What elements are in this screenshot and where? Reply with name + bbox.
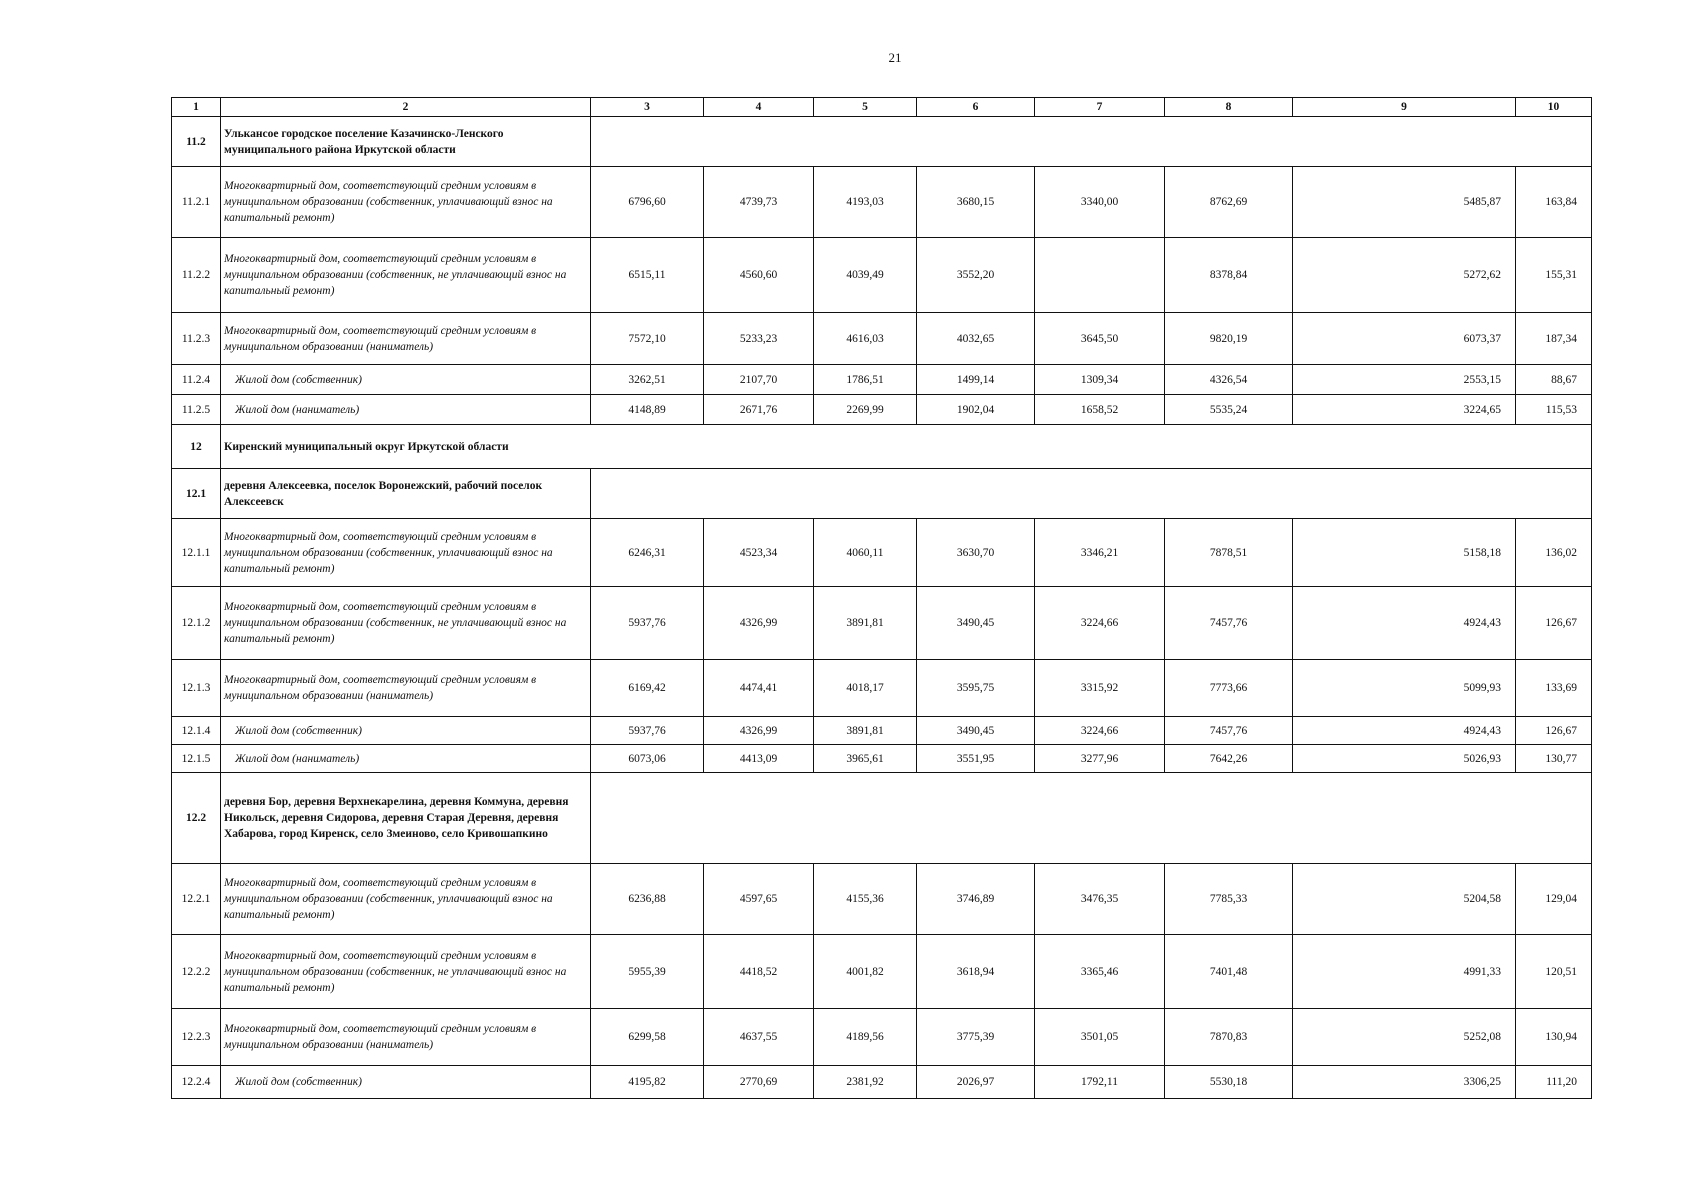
value-cell: 2770,69 [704, 1066, 814, 1099]
value-cell: 4018,17 [814, 660, 917, 717]
column-header: 9 [1293, 98, 1516, 117]
value-cell: 9820,19 [1165, 313, 1293, 365]
column-header: 10 [1516, 98, 1592, 117]
value-cell: 3306,25 [1293, 1066, 1516, 1099]
value-cell: 6515,11 [591, 238, 704, 313]
value-cell: 2269,99 [814, 395, 917, 425]
column-header: 7 [1035, 98, 1165, 117]
value-cell: 1658,52 [1035, 395, 1165, 425]
housing-type-label: Жилой дом (собственник) [221, 365, 591, 395]
row-number: 11.2.4 [172, 365, 221, 395]
value-cell: 3224,65 [1293, 395, 1516, 425]
row-number: 12.1.4 [172, 717, 221, 745]
value-cell: 6169,42 [591, 660, 704, 717]
column-header: 6 [917, 98, 1035, 117]
table-row [172, 519, 1592, 587]
value-cell: 4039,49 [814, 238, 917, 313]
value-cell: 7870,83 [1165, 1009, 1293, 1066]
value-cell: 5530,18 [1165, 1066, 1293, 1099]
table-row [172, 238, 1592, 313]
value-cell: 3746,89 [917, 864, 1035, 935]
value-cell: 3552,20 [917, 238, 1035, 313]
table-row [172, 660, 1592, 717]
value-cell: 4523,34 [704, 519, 814, 587]
value-cell: 3630,70 [917, 519, 1035, 587]
column-header: 1 [172, 98, 221, 117]
column-header: 5 [814, 98, 917, 117]
column-number-header-row [172, 98, 1592, 117]
row-number: 12.1.1 [172, 519, 221, 587]
housing-type-label: Многоквартирный дом, соответствующий средним условиям в муниципальном образовании (собственник, уплачивающий взнос на капитальный ремонт) [221, 167, 591, 238]
row-number: 11.2.2 [172, 238, 221, 313]
value-cell: 4326,54 [1165, 365, 1293, 395]
value-cell: 8762,69 [1165, 167, 1293, 238]
value-cell: 126,67 [1516, 587, 1592, 660]
value-cell: 4032,65 [917, 313, 1035, 365]
value-cell: 5937,76 [591, 587, 704, 660]
value-cell: 133,69 [1516, 660, 1592, 717]
value-cell: 111,20 [1516, 1066, 1592, 1099]
value-cell: 2671,76 [704, 395, 814, 425]
value-cell: 2107,70 [704, 365, 814, 395]
value-cell: 3340,00 [1035, 167, 1165, 238]
value-cell: 115,53 [1516, 395, 1592, 425]
row-number: 12.1.5 [172, 745, 221, 773]
value-cell: 7878,51 [1165, 519, 1293, 587]
value-cell: 3476,35 [1035, 864, 1165, 935]
value-cell: 6299,58 [591, 1009, 704, 1066]
value-cell: 4060,11 [814, 519, 917, 587]
section-row [172, 773, 1592, 864]
table-row [172, 1009, 1592, 1066]
value-cell: 130,94 [1516, 1009, 1592, 1066]
value-cell: 6073,37 [1293, 313, 1516, 365]
value-cell: 136,02 [1516, 519, 1592, 587]
value-cell: 2381,92 [814, 1066, 917, 1099]
value-cell: 88,67 [1516, 365, 1592, 395]
table-row [172, 935, 1592, 1009]
value-cell: 4148,89 [591, 395, 704, 425]
value-cell: 4924,43 [1293, 717, 1516, 745]
table-row [172, 395, 1592, 425]
section-row [172, 469, 1592, 519]
housing-type-label: Жилой дом (собственник) [221, 717, 591, 745]
housing-type-label: Многоквартирный дом, соответствующий средним условиям в муниципальном образовании (наниматель) [221, 313, 591, 365]
value-cell: 7401,48 [1165, 935, 1293, 1009]
value-cell: 6246,31 [591, 519, 704, 587]
table-row [172, 313, 1592, 365]
value-cell: 5233,23 [704, 313, 814, 365]
column-header: 8 [1165, 98, 1293, 117]
row-number: 12.2.3 [172, 1009, 221, 1066]
value-cell: 3490,45 [917, 587, 1035, 660]
value-cell: 3365,46 [1035, 935, 1165, 1009]
table-row [172, 717, 1592, 745]
value-cell: 4616,03 [814, 313, 917, 365]
section-title: Киренский муниципальный округ Иркутской области [221, 425, 1592, 469]
value-cell: 4474,41 [704, 660, 814, 717]
value-cell: 4637,55 [704, 1009, 814, 1066]
value-cell: 3618,94 [917, 935, 1035, 1009]
value-cell: 5535,24 [1165, 395, 1293, 425]
row-number: 12.1 [172, 469, 221, 519]
value-cell: 163,84 [1516, 167, 1592, 238]
value-cell: 1792,11 [1035, 1066, 1165, 1099]
housing-type-label: Многоквартирный дом, соответствующий средним условиям в муниципальном образовании (собственник, не уплачивающий взнос на капитальный ремонт) [221, 587, 591, 660]
value-cell: 7773,66 [1165, 660, 1293, 717]
value-cell: 3224,66 [1035, 717, 1165, 745]
housing-type-label: Многоквартирный дом, соответствующий средним условиям в муниципальном образовании (собственник, уплачивающий взнос на капитальный ремонт) [221, 864, 591, 935]
row-number: 12.1.3 [172, 660, 221, 717]
value-cell: 3315,92 [1035, 660, 1165, 717]
value-cell: 4193,03 [814, 167, 917, 238]
value-cell: 155,31 [1516, 238, 1592, 313]
value-cell: 3346,21 [1035, 519, 1165, 587]
value-cell: 1309,34 [1035, 365, 1165, 395]
value-cell: 4195,82 [591, 1066, 704, 1099]
value-cell: 6796,60 [591, 167, 704, 238]
row-number: 12.2.1 [172, 864, 221, 935]
value-cell: 3595,75 [917, 660, 1035, 717]
value-cell: 4991,33 [1293, 935, 1516, 1009]
value-cell: 187,34 [1516, 313, 1592, 365]
column-header: 2 [221, 98, 591, 117]
housing-type-label: Жилой дом (собственник) [221, 1066, 591, 1099]
value-cell: 7572,10 [591, 313, 704, 365]
page-number: 21 [888, 50, 902, 65]
row-number: 11.2 [172, 117, 221, 167]
value-cell: 5272,62 [1293, 238, 1516, 313]
column-header: 4 [704, 98, 814, 117]
value-cell: 3645,50 [1035, 313, 1165, 365]
value-cell: 5937,76 [591, 717, 704, 745]
value-cell: 2026,97 [917, 1066, 1035, 1099]
housing-type-label: Жилой дом (наниматель) [221, 395, 591, 425]
value-cell: 7785,33 [1165, 864, 1293, 935]
empty-cell [591, 469, 1592, 519]
section-title: деревня Алексеевка, поселок Воронежский, рабочий поселок Алексеевск [221, 469, 591, 519]
section-row [172, 117, 1592, 167]
value-cell: 4001,82 [814, 935, 917, 1009]
section-title: Улькансое городское поселение Казачинско-Ленского муниципального района Иркутской области [221, 117, 591, 167]
value-cell: 4739,73 [704, 167, 814, 238]
row-number: 12.2 [172, 773, 221, 864]
value-cell: 4326,99 [704, 587, 814, 660]
value-cell: 4189,56 [814, 1009, 917, 1066]
value-cell: 3551,95 [917, 745, 1035, 773]
value-cell: 3891,81 [814, 717, 917, 745]
value-cell: 6073,06 [591, 745, 704, 773]
value-cell: 5204,58 [1293, 864, 1516, 935]
row-number: 12.1.2 [172, 587, 221, 660]
value-cell: 5252,08 [1293, 1009, 1516, 1066]
row-number: 11.2.1 [172, 167, 221, 238]
table-row [172, 587, 1592, 660]
table-row [172, 1066, 1592, 1099]
housing-type-label: Многоквартирный дом, соответствующий средним условиям в муниципальном образовании (собственник, не уплачивающий взнос на капитальный ремонт) [221, 935, 591, 1009]
housing-type-label: Многоквартирный дом, соответствующий средним условиям в муниципальном образовании (собственник, не уплачивающий взнос на капитальный ремонт) [221, 238, 591, 313]
value-cell: 3262,51 [591, 365, 704, 395]
value-cell [1035, 238, 1165, 313]
value-cell: 6236,88 [591, 864, 704, 935]
value-cell: 8378,84 [1165, 238, 1293, 313]
row-number: 11.2.3 [172, 313, 221, 365]
value-cell: 3965,61 [814, 745, 917, 773]
tariff-table [171, 97, 1592, 1099]
housing-type-label: Многоквартирный дом, соответствующий средним условиям в муниципальном образовании (наниматель) [221, 660, 591, 717]
value-cell: 4560,60 [704, 238, 814, 313]
row-number: 11.2.5 [172, 395, 221, 425]
value-cell: 5955,39 [591, 935, 704, 1009]
value-cell: 1786,51 [814, 365, 917, 395]
column-header: 3 [591, 98, 704, 117]
value-cell: 3501,05 [1035, 1009, 1165, 1066]
value-cell: 5099,93 [1293, 660, 1516, 717]
value-cell: 7642,26 [1165, 745, 1293, 773]
value-cell: 130,77 [1516, 745, 1592, 773]
value-cell: 1499,14 [917, 365, 1035, 395]
value-cell: 4924,43 [1293, 587, 1516, 660]
value-cell: 4155,36 [814, 864, 917, 935]
empty-cell [591, 117, 1592, 167]
value-cell: 5158,18 [1293, 519, 1516, 587]
housing-type-label: Многоквартирный дом, соответствующий средним условиям в муниципальном образовании (наниматель) [221, 1009, 591, 1066]
housing-type-label: Жилой дом (наниматель) [221, 745, 591, 773]
district-row [172, 425, 1592, 469]
value-cell: 4413,09 [704, 745, 814, 773]
value-cell: 1902,04 [917, 395, 1035, 425]
table-row [172, 365, 1592, 395]
value-cell: 3277,96 [1035, 745, 1165, 773]
empty-cell [591, 773, 1592, 864]
value-cell: 3891,81 [814, 587, 917, 660]
value-cell: 7457,76 [1165, 587, 1293, 660]
value-cell: 3490,45 [917, 717, 1035, 745]
row-number: 12 [172, 425, 221, 469]
table-row [172, 745, 1592, 773]
value-cell: 3680,15 [917, 167, 1035, 238]
value-cell: 129,04 [1516, 864, 1592, 935]
value-cell: 5485,87 [1293, 167, 1516, 238]
value-cell: 5026,93 [1293, 745, 1516, 773]
table-row [172, 167, 1592, 238]
value-cell: 3775,39 [917, 1009, 1035, 1066]
housing-type-label: Многоквартирный дом, соответствующий средним условиям в муниципальном образовании (собственник, уплачивающий взнос на капитальный ремонт) [221, 519, 591, 587]
table-row [172, 864, 1592, 935]
section-title: деревня Бор, деревня Верхнекарелина, деревня Коммуна, деревня Никольск, деревня Сидорова, деревня Старая Деревня, деревня Хабарова, город Киренск, село Змеиново, село Кривошапкино [221, 773, 591, 864]
value-cell: 3224,66 [1035, 587, 1165, 660]
row-number: 12.2.4 [172, 1066, 221, 1099]
value-cell: 4326,99 [704, 717, 814, 745]
value-cell: 120,51 [1516, 935, 1592, 1009]
value-cell: 7457,76 [1165, 717, 1293, 745]
value-cell: 2553,15 [1293, 365, 1516, 395]
value-cell: 126,67 [1516, 717, 1592, 745]
value-cell: 4597,65 [704, 864, 814, 935]
row-number: 12.2.2 [172, 935, 221, 1009]
value-cell: 4418,52 [704, 935, 814, 1009]
